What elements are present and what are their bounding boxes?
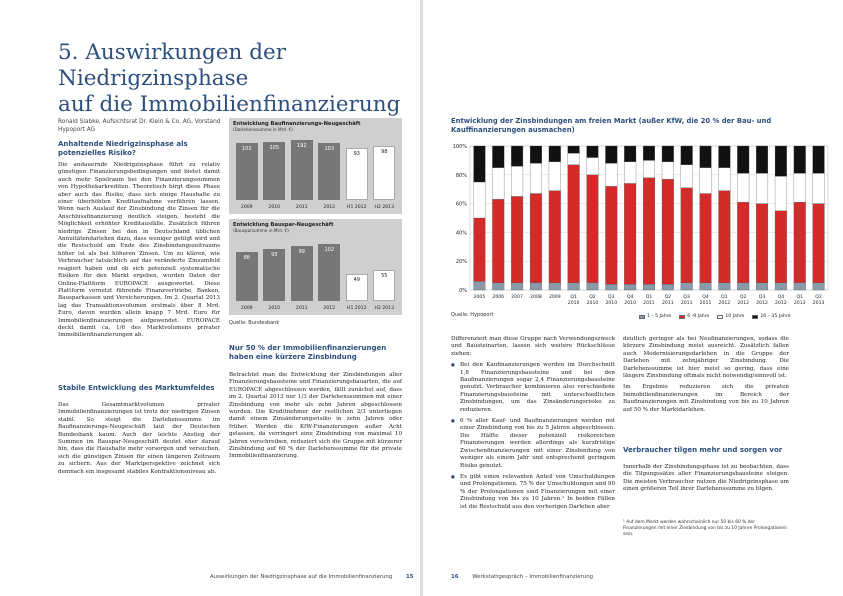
bar-segment [530, 146, 542, 163]
legend-item [639, 314, 671, 319]
bar-segment [605, 146, 617, 163]
legend-swatch [717, 315, 723, 319]
bar-segment [775, 176, 787, 211]
right-paragraph-2: deutlich geringer als bei Neufinanzierungen, sodass die kürzere Zinsbindung meist ausreicht. Zusätzlich fallen auch Modernisierungsdarlehen in die Gruppe der Darlehen mit zehnjähriger Zinsbindung. Die Darlehenssumme ist hier meist so gering, dass eine längere Zinsbindung oftmals nicht notwendig/sinnvoll ist. [623, 336, 789, 380]
x-tick-label-year: 2011 [699, 301, 712, 306]
bar-segment [681, 146, 693, 165]
bar-segment [719, 168, 731, 191]
bar-segment [530, 194, 542, 283]
heading-market [58, 384, 220, 393]
right-section-heading: Verbraucher tilgen mehr und sorgen vor [623, 446, 783, 454]
bar-segment [794, 173, 806, 202]
x-tick-label: 2008 [530, 295, 542, 300]
bar-segment [492, 199, 504, 283]
bar-segment [756, 204, 768, 283]
legend-item [717, 314, 744, 319]
x-tick-label: Q2 [815, 295, 822, 300]
bar-segment [813, 173, 825, 203]
bar-segment [474, 218, 486, 281]
bar-segment [681, 165, 693, 188]
bar-segment [605, 284, 617, 290]
bar-segment [549, 191, 561, 283]
bar-segment [700, 146, 712, 168]
bar-segment [737, 146, 749, 173]
right-page [423, 0, 843, 596]
y-tick-label: 40% [455, 230, 467, 237]
x-tick-label: 2005 [473, 295, 486, 300]
chart-source: Quelle: Hypoport [451, 312, 494, 318]
y-tick-label: 20% [455, 259, 467, 266]
graph1-plot [233, 134, 398, 214]
section-heading-1: Anhaltende Niedrigzinsphase als potenzielles Risiko? [58, 140, 188, 157]
x-tick-label-year: 2012 [775, 301, 787, 306]
bar-segment [568, 165, 580, 283]
bar-segment [624, 183, 636, 284]
chart-heading: Entwicklung der Zinsbindungen am freien Markt (außer KfW, die 20 % der Bau- und Kauffinanzierungen ausmachen) [451, 117, 772, 134]
bar-segment [643, 146, 655, 160]
right-paragraph-4: Innerhalb der Zinsbindungsphase ist zu beobachten, dass die Tilgungssätze aller Finanzierungsbausteine steigen. Die meisten Verbraucher nutzen die Niedrigzinsphase um einen größeren Teil ihrer Darlehenssumme zu tilgen. [623, 464, 789, 493]
bar-segment [700, 194, 712, 283]
bar-segment [624, 162, 636, 184]
heading-tilgen [623, 446, 789, 455]
x-tick-label-year: 2011 [680, 301, 693, 306]
y-tick-label: 80% [455, 172, 467, 179]
bar-segment [492, 168, 504, 200]
chapter-title [58, 40, 403, 118]
bar-segment [756, 146, 768, 173]
bar-segment [794, 283, 806, 290]
bar-segment [605, 186, 617, 284]
graph-category-label: 2011 [295, 306, 308, 311]
bar-segment [474, 146, 486, 182]
x-tick-label: 2007 [511, 295, 523, 300]
left-page-number: 15 [405, 574, 414, 580]
graph-bar-value: 102 [324, 247, 335, 254]
bar-segment [719, 146, 731, 168]
bar-segment [662, 284, 674, 290]
bar-segment [662, 162, 674, 179]
bar-segment [549, 162, 561, 191]
x-tick-label: 2006 [492, 295, 505, 300]
graph-bar-value: 103 [324, 145, 335, 152]
paragraph-1: Die andauernde Niedrigzinsphase führt zu relativ günstigen Finanzierungsbedingungen und bietet damit auch mehr Spielraum bei den Finanzierungssummen von Hypothekarkrediten. Theoretisch birgt diese Phase aber auch das Risiko, dass sich einige Haushalte zu einer überhöhten Kreditaufnahme verführen lassen. Wenn nach Auslauf der Zinsbindung die Zinsen für die Anschlussfinanzierung deutlich steigen, besteht die Möglichkeit erhöhter Kreditausfälle. Zusätzlich führen niedrige Zinsen bei den in Deutschland üblichen Annuitätendarlehen dazu, dass weniger getilgt wird und die Restschuld am Ende des Zinsbindungszeitraums höher ist als bei höheren Zinsen. Um zu klären, wie Verbraucher tatsächlich auf das veränderte Zinsumfeld reagiert haben und ob sich potenziell systematische Risiken für den Markt ergeben, wurden Daten der Online-Plattform EUROPACE ausgewertet. Diese Plattform vernetzt führende Finanzvertriebe, Banken, Bausparkassen und Versicherungen. Im 2. Quartal 2013 lag das Transaktionsvolumen erstmals über 8 Mrd. Euro, davon wurden allein knapp 7 Mrd. Euro für Immobilienfinanzierungen aufgewendet. EUROPACE deckt damit ca. 1/6 des Marktvolumens privater Immobilienfinanzierungen ab. [58, 162, 220, 339]
bar-segment [700, 283, 712, 290]
chart-legend [639, 314, 829, 319]
graph-category-label: 2012 [323, 306, 336, 311]
bar-segment [813, 204, 825, 283]
x-tick-label-year: 2012 [756, 301, 768, 306]
section-heading-3: Nur 50 % der Immobilienfinanzierungen haben eine kürzere Zinsbindung [229, 344, 387, 361]
left-footer [210, 574, 414, 580]
bar-segment [474, 182, 486, 218]
bullet-2: ● 6 % aller Kauf- und Baufinanzierungen werden mit einer Zinsbindung von bis zu 5 Jahren abgeschlossen. Die Hälfte dieser potenziell risikoreichen Finanzierungen werden allerdings als kurzfristige Zwischenfinanzierungen mit einer Zinsbindung von weniger als einem Jahr und entsprechend geringem Risiko genutzt. [451, 418, 615, 470]
x-tick-label: Q3 [683, 295, 690, 300]
bar-segment [587, 283, 599, 290]
bar-segment [511, 166, 523, 196]
legend-label: 1 – 5 Jahre [647, 314, 672, 319]
x-tick-label: Q2 [664, 295, 672, 300]
x-tick-label: Q3 [758, 295, 766, 300]
bar-segment [794, 146, 806, 173]
stacked-bar-chart [448, 142, 833, 320]
bar-segment [643, 160, 655, 177]
bar-segment [587, 158, 599, 175]
x-tick-label: Q4 [777, 295, 785, 300]
x-tick-label: Q1 [645, 295, 653, 300]
x-tick-label-year: 2010 [586, 301, 599, 306]
bar-segment [549, 146, 561, 162]
x-tick-label: Q2 [739, 295, 747, 300]
graph-category-label: 2009 [240, 205, 253, 210]
bar-segment [662, 146, 674, 162]
bullet-3: ● Es gibt einen relevanten Anteil von Umschuldungen und Prolongationen. 75 % der Umschuldungen und 90 % der Prolongationen sind Finanzierungen mit einer Zinsbindung von bis zu 10 Jahren.¹ In beiden Fällen ist die Restschuld aus den vorherigen Darlehen aber [451, 474, 615, 511]
bar-segment [737, 202, 749, 283]
legend-swatch [639, 315, 645, 319]
x-tick-label-year: 2011 [661, 301, 674, 306]
x-tick-label-year: 2012 [737, 301, 750, 306]
graph-category-label: H1 2012 [346, 205, 367, 210]
bar-segment [511, 146, 523, 166]
heading-zinsbindung [229, 344, 402, 362]
bar-segment [700, 168, 712, 194]
legend-swatch [752, 315, 758, 319]
graph-category-label: H2 2013 [374, 205, 395, 210]
bar-segment [605, 163, 617, 186]
bar-segment [492, 146, 504, 168]
legend-label: 16 – 35 Jahre [760, 314, 791, 319]
author-line-2: Hypoport AG [58, 127, 96, 133]
graph-bar-value: 102 [241, 146, 252, 153]
graph-bar-value: 99 [298, 249, 305, 256]
graph-bar-value: 93 [271, 252, 278, 259]
left-footer-text: Auswirkungen der Niedrigzinsphase auf die Immobilienfinanzierung [210, 574, 393, 580]
legend-item [679, 314, 709, 319]
x-tick-label-year: 2013 [793, 301, 806, 306]
paragraph-3: Betrachtet man die Entwicklung der Zinsbindungen aller Finanzierungsbausteine und Finanzierungsbauarten, die auf EUROPACE abgeschlossen werden, fällt zunächst auf, dass im 2. Quartal 2013 nur 1/3 der Darlehenssummen mit einer Zinsbindung von mehr als zehn Jahren abgeschlossen wurden. Die Kreditnehmer der restlichen 2/3 unterliegen damit einem Zinsänderungsrisiko in zehn Jahren oder früher. Werden die KfW-Finanzierungen außer Acht gelassen, da verringert eine Zinsbindung von maximal 10 Jahren vorschreiben, reduziert sich die Gruppe mit kürzerer Zinsbindung auf 60 % der Darlehenssumme für die private Immobilienfinanzierung. [229, 372, 402, 460]
bar-segment [587, 175, 599, 283]
bar-segment [681, 283, 693, 290]
bar-segment [813, 283, 825, 290]
graph-baufinanzierung [229, 118, 402, 214]
graph2-subtitle: (Bausparsumme in Mrd. €) [233, 228, 289, 233]
right-column-1 [451, 336, 615, 515]
graph-bar-value: 93 [353, 151, 360, 158]
bar-segment [568, 283, 580, 290]
author-line-1: Ronald Slabke, Aufsichtsrat Dr. Klein & Co. AG, Vorstand [58, 119, 221, 125]
author-line [58, 118, 228, 134]
graph-category-label: 2012 [323, 205, 336, 210]
left-page [0, 0, 420, 596]
graph-bar-value: 105 [269, 144, 280, 151]
graph-category-label: 2010 [268, 205, 281, 210]
heading-risk [58, 140, 220, 158]
bar-segment [756, 283, 768, 290]
legend-label: 10 Jahre [725, 314, 745, 319]
bar-segment [775, 146, 787, 176]
graph-category-label: H1 2012 [346, 306, 367, 311]
x-tick-label-year: 2011 [643, 301, 655, 306]
bar-segment [624, 284, 636, 290]
bar-segment [587, 146, 599, 158]
bar-segment [474, 281, 486, 290]
bar-segment [794, 202, 806, 283]
x-tick-label: Q4 [626, 295, 634, 300]
bar-segment [775, 283, 787, 290]
title-line-1: 5. Auswirkungen der Niedrigzinsphase [58, 40, 286, 91]
x-tick-label-year: 2010 [624, 301, 637, 306]
graph-bar-value: 88 [243, 255, 250, 262]
graph1-title: Entwicklung Baufinanzierungs-Neugeschäft [233, 121, 361, 127]
right-column-2 [623, 336, 789, 418]
bar-segment [549, 283, 561, 290]
graph-bar-value: 55 [381, 273, 388, 280]
bar-segment [492, 283, 504, 290]
y-tick-label: 0% [459, 288, 467, 294]
bar-segment [568, 146, 580, 153]
graph-category-label: 2011 [295, 205, 308, 210]
bar-segment [530, 283, 542, 290]
graph-bar-value: 49 [353, 276, 360, 283]
chart-svg [448, 142, 833, 320]
bar-segment [662, 179, 674, 284]
graph-category-label: 2010 [268, 306, 281, 311]
bar-segment [681, 188, 693, 283]
y-tick-label: 60% [455, 201, 467, 208]
graph-category-label: H2 2013 [374, 306, 395, 311]
graph-bar-value: 98 [381, 148, 388, 155]
x-tick-label: Q1 [570, 295, 577, 300]
paragraph-2: Das Gesamtmarktvolumen privater Immobilienfinanzierungen ist trotz der niedrigen Zinsen stabil. So steigt die Darlehenssumme im Baufinanzierungs-Neugeschäft laut der Deutschen Bundesbank kaum. Auch der leichte Anstieg der Summen im Bauspar-Neugeschäft deutet eher darauf hin, dass die Haushalte mehr vorsorgen und versuchen, sich die günstigen Zinsen für einen längeren Zeitraum zu sichern. Aus der Marktperspektive zeichnet sich demnach ein insgesamt stabiles Kontraktionsniveau ab. [58, 402, 220, 475]
legend-label: 6 -9 Jahre [687, 314, 710, 319]
x-tick-label: 2009 [548, 295, 561, 300]
bar-segment [719, 283, 731, 290]
right-footer [451, 574, 593, 580]
x-tick-label: Q4 [702, 295, 709, 300]
bar-segment [643, 284, 655, 290]
graph-bar-value: 192 [296, 143, 307, 149]
graph2-title: Entwicklung Bauspar-Neugeschäft [233, 222, 334, 228]
graph-category-label: 2009 [240, 306, 253, 311]
x-tick-label-year: 2010 [567, 301, 580, 306]
right-page-number: 16 [451, 574, 459, 580]
legend-swatch [679, 315, 685, 319]
x-tick-label: Q1 [796, 295, 804, 300]
bar-segment [775, 211, 787, 283]
section-heading-2: Stabile Entwicklung des Marktumfeldes [58, 384, 215, 392]
x-tick-label-year: 2010 [605, 301, 618, 306]
x-tick-label-year: 2012 [718, 301, 731, 306]
graph1-subtitle: (Darlehenssumme in Mrd. €) [233, 127, 293, 132]
bar-segment [530, 163, 542, 193]
y-tick-label: 100% [452, 144, 467, 150]
bar-segment [511, 196, 523, 282]
bar-segment [511, 283, 523, 290]
bar-segment [719, 191, 731, 283]
bar-segment [624, 146, 636, 162]
right-paragraph-1: Differenziert man diese Gruppe nach Verwendungszweck und Bausteinarten, lassen sich weitere Rückschlüsse ziehen: [451, 336, 615, 357]
bar-segment [813, 146, 825, 173]
graph-bar [291, 140, 313, 200]
x-tick-label: Q2 [589, 295, 596, 300]
footnote: ¹ Auf dem Markt werden wahrscheinlich nur 50 bis 60 % der Finanzierungen mit einer Zinsbindung von bis zu 10 Jahren Prolongationen sein. [623, 520, 787, 537]
x-tick-label-year: 2013 [812, 301, 825, 306]
x-tick-label: Q1 [721, 295, 728, 300]
bullet-1: ● Bei den Kaufinanzierungen werden im Durchschnitt 1,8 Finanzierungsbausteine und bei den Baufinanzierungen sogar 2,4 Finanzierungsbausteine genutzt. Verbraucher kombinieren also verschiedene Finanzierungsbausteine mit unterschiedlichen Zinsbindungen, um das Zinsänderungsrisiko zu reduzieren. [451, 362, 615, 414]
bar-segment [643, 178, 655, 285]
graph-source: Quelle: Bundesbank [229, 320, 280, 326]
bar-segment [756, 173, 768, 203]
bar-segment [737, 283, 749, 290]
x-tick-label: Q3 [608, 295, 615, 300]
title-line-2: auf die Immobilienfinanzierung [58, 92, 401, 117]
right-footer-text: Werkstattgespräch – Immobilienfinanzierung [472, 574, 594, 580]
bar-segment [568, 153, 580, 165]
legend-item [752, 314, 790, 319]
bar-segment [737, 173, 749, 202]
graph-bauspar [229, 219, 402, 315]
right-paragraph-3: Im Ergebnis reduzieren sich die privaten Immobilienfinanzierungen im Bereich der Baufinanzierungen mit Zinsbindung von bis zu 10 Jahren auf 50 % der Marktdarlehen. [623, 384, 789, 413]
graph2-plot [233, 235, 398, 315]
